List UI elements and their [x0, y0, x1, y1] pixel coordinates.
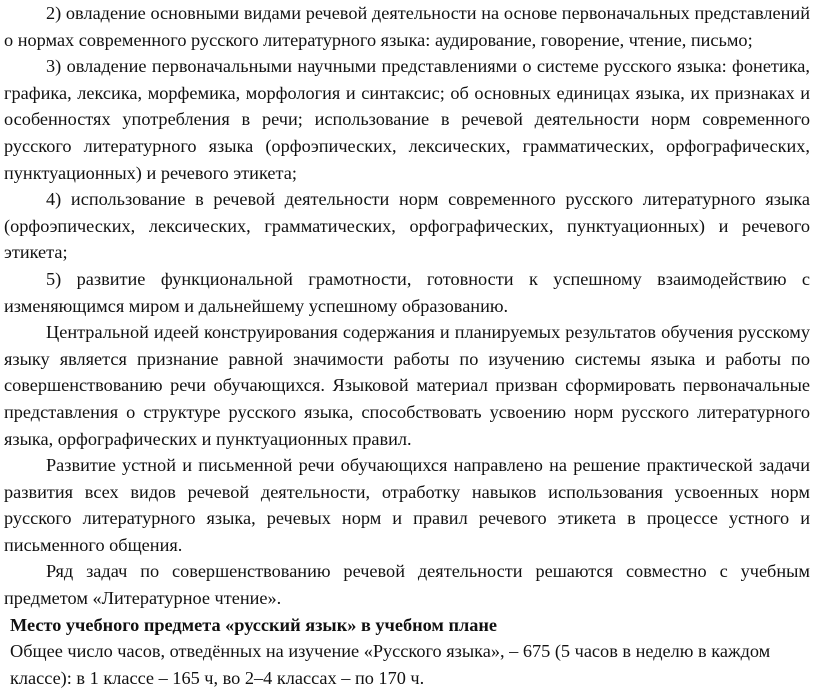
paragraph-goal-2: 2) овладение основными видами речевой деятельности на основе первоначальных представлений о нормах современного русского литературного языка: аудирование, говорение, чтение, письмо;	[4, 3, 810, 50]
paragraph-speech-development: Развитие устной и письменной речи обучающихся направлено на решение практической задачи развития всех видов речевой деятельности, отработку навыков использования усвоенных норм русского литературного языка, речевых норм и правил речевого этикета в процессе устного и письменного общения.	[4, 455, 810, 555]
paragraph-goal-3: 3) овладение первоначальными научными представлениями о системе русского языка: фонетика, графика, лексика, морфемика, морфология и синтаксис; об основных единицах языка, их признаках и особенностях употребления в речи; использование в речевой деятельности норм современного русского литературного языка (орфоэпических, лексических, грамматических, орфографических, пунктуационных) и речевого этикета;	[4, 56, 810, 183]
section-heading: Место учебного предмета «русский язык» в учебном плане	[10, 614, 498, 635]
section-hours-text: Общее число часов, отведённых на изучение «Русского языка», – 675 (5 часов в неделю в каждом классе): в 1 классе – 165 ч, во 2–4 классах – по 170 ч.	[10, 641, 771, 688]
paragraph-joint-tasks: Ряд задач по совершенствованию речевой деятельности решаются совместно с учебным предметом «Литературное чтение».	[4, 561, 810, 609]
paragraph-goal-4: 4) использование в речевой деятельности норм современного русского литературного языка (орфоэпических, лексических, грамматических, орфографических, пунктуационных) и речевого этикета;	[4, 189, 810, 263]
paragraph-goal-5: 5) развитие функциональной грамотности, готовности к успешному взаимодействию с изменяющимся миром и дальнейшему успешному образованию.	[4, 268, 810, 316]
paragraph-central-idea: Центральной идеей конструирования содержания и планируемых результатов обучения русскому языку является признание равной значимости работы по изучению системы языка и работы по совершенствованию речи обучающихся. Языковой материал призван сформировать первоначальные представления о структуре русского языка, способствовать усвоению норм русского литературного языка, орфографических и пунктуационных правил.	[4, 322, 810, 449]
